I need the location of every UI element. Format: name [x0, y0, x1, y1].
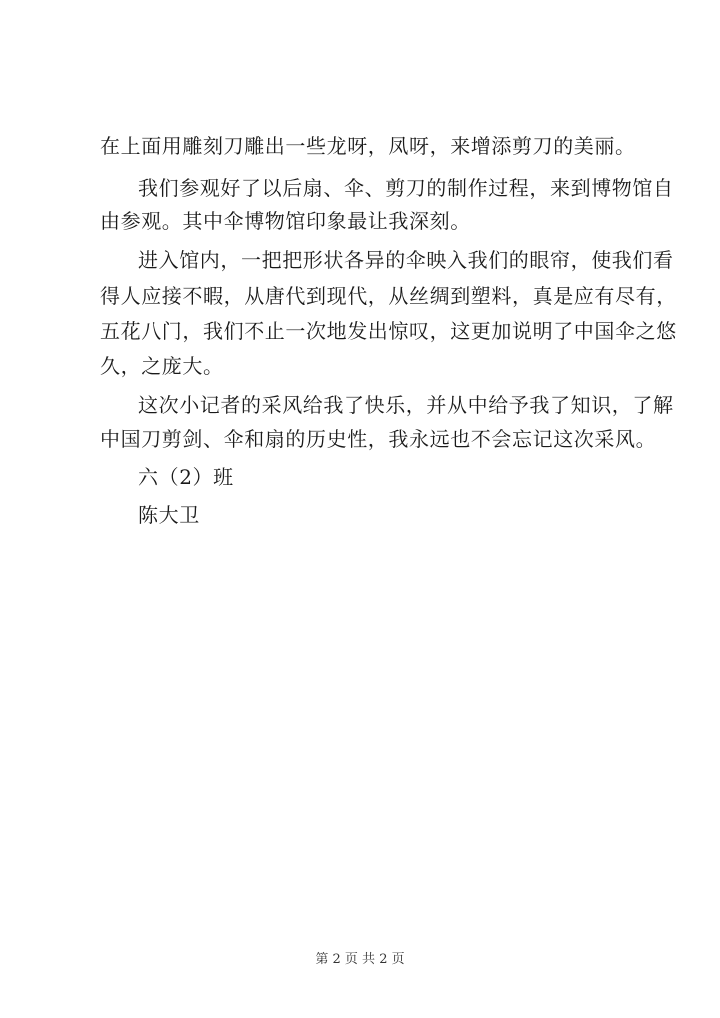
paragraph-line: 进入馆内，一把把形状各异的伞映入我们的眼帘，使我们看 — [138, 248, 674, 272]
paragraph-line: 我们参观好了以后扇、伞、剪刀的制作过程，来到博物馆自 — [138, 176, 674, 200]
paragraph-line: 得人应接不暇，从唐代到现代，从丝绸到塑料，真是应有尽有， — [100, 284, 677, 308]
paragraph-line: 这次小记者的采风给我了快乐，并从中给予我了知识，了解 — [138, 393, 674, 417]
class-label: 六（2）班 — [138, 465, 234, 489]
page-footer: 第 2 页 共 2 页 — [315, 952, 405, 967]
paragraph-line: 久，之庞大。 — [100, 354, 224, 378]
paragraph-line: 在上面用雕刻刀雕出一些龙呀，凤呀，来增添剪刀的美丽。 — [100, 134, 636, 158]
paragraph-line: 五花八门，我们不止一次地发出惊叹，这更加说明了中国伞之悠 — [100, 319, 677, 343]
paragraph-line: 由参观。其中伞博物馆印象最让我深刻。 — [100, 209, 471, 233]
author-name: 陈大卫 — [138, 503, 200, 527]
paragraph-line: 中国刀剪剑、伞和扇的历史性，我永远也不会忘记这次采风。 — [100, 427, 657, 451]
